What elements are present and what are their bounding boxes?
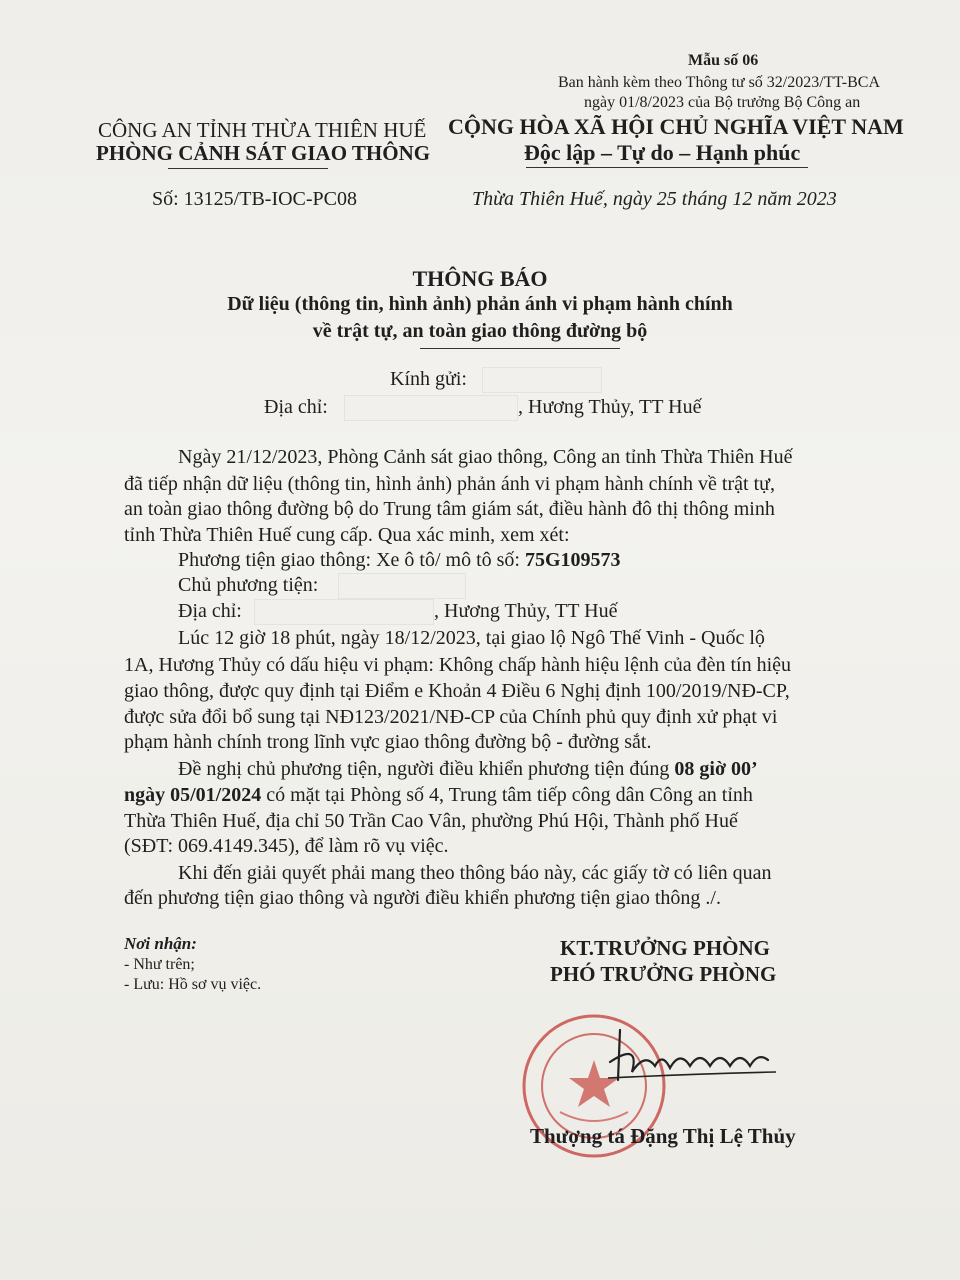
body-line: phạm hành chính trong lĩnh vực giao thông đường bộ - đường sắt. <box>124 731 652 753</box>
redacted-owner-address <box>254 599 434 625</box>
owner-address-label: Địa chỉ: <box>178 600 242 622</box>
motto-underline <box>526 167 808 168</box>
body-line: Thừa Thiên Huế, địa chỉ 50 Trần Cao Vân, phường Phú Hội, Thành phố Huế <box>124 810 738 832</box>
notice-title: THÔNG BÁO <box>412 266 548 291</box>
body-line <box>178 758 758 781</box>
body-line: đã tiếp nhận dữ liệu (thông tin, hình ảnh) phản ánh vi phạm hành chính về trật tự, <box>124 473 775 495</box>
vehicle-line <box>178 549 621 572</box>
body-line: được sửa đổi bổ sung tại NĐ123/2021/NĐ-CP của Chính phủ quy định xử phạt vi <box>124 706 778 728</box>
recipient-item: - Như trên; <box>124 956 195 973</box>
country-name: CỘNG HÒA XÃ HỘI CHỦ NGHĨA VIỆT NAM <box>448 114 904 139</box>
agency-name: CÔNG AN TỈNH THỪA THIÊN HUẾ <box>98 118 427 142</box>
recipient-address-suffix: , Hương Thủy, TT Huế <box>518 396 702 418</box>
recipient-item: - Lưu: Hồ sơ vụ việc. <box>124 976 262 993</box>
form-issued-line-2: ngày 01/8/2023 của Bộ trưởng Bộ Công an <box>584 94 861 111</box>
notice-subtitle-2: về trật tự, an toàn giao thông đường bộ <box>312 320 648 342</box>
appointment-time: 08 giờ 00’ <box>674 758 758 780</box>
body-line: Ngày 21/12/2023, Phòng Cảnh sát giao thông, Công an tỉnh Thừa Thiên Huế <box>178 446 793 468</box>
recipients-title: Nơi nhận: <box>124 934 197 953</box>
appointment-place: có mặt tại Phòng số 4, Trung tâm tiếp công dân Công an tỉnh <box>261 784 753 806</box>
body-line <box>124 784 753 807</box>
vehicle-plate: 75G109573 <box>524 549 621 571</box>
sign-role-1: KT.TRƯỞNG PHÒNG <box>560 936 770 960</box>
form-number: Mẫu số 06 <box>688 52 759 69</box>
body-line: (SĐT: 069.4149.345), để làm rõ vụ việc. <box>124 835 449 857</box>
redacted-recipient-name <box>482 367 602 393</box>
national-motto: Độc lập – Tự do – Hạnh phúc <box>524 140 801 165</box>
redacted-recipient-address <box>344 395 518 421</box>
owner-address-suffix: , Hương Thủy, TT Huế <box>434 600 618 622</box>
appointment-date: ngày 05/01/2024 <box>124 784 262 806</box>
recipient-greeting: Kính gửi: <box>390 368 467 390</box>
handwritten-signature <box>600 1022 780 1092</box>
redacted-owner-name <box>338 573 466 599</box>
body-line: an toàn giao thông đường bộ do Trung tâm giám sát, điều hành đô thị thông minh <box>124 498 775 520</box>
body-line: Khi đến giải quyết phải mang theo thông báo này, các giấy tờ có liên quan <box>178 862 772 884</box>
notice-subtitle-1: Dữ liệu (thông tin, hình ảnh) phản ánh vi phạm hành chính <box>227 293 733 315</box>
signer-name: Thượng tá Đặng Thị Lệ Thủy <box>530 1124 796 1148</box>
form-issued-line-1: Ban hành kèm theo Thông tư số 32/2023/TT-BCA <box>558 74 880 91</box>
owner-label: Chủ phương tiện: <box>178 574 319 596</box>
appointment-text: Đề nghị chủ phương tiện, người điều khiển phương tiện đúng <box>178 758 675 780</box>
place-and-date: Thừa Thiên Huế, ngày 25 tháng 12 năm 2023 <box>472 188 837 210</box>
department-name: PHÒNG CẢNH SÁT GIAO THÔNG <box>96 141 431 165</box>
vehicle-label: Phương tiện giao thông: Xe ô tô/ mô tô số: <box>178 549 525 571</box>
recipient-address-label: Địa chỉ: <box>264 396 328 418</box>
body-line: tỉnh Thừa Thiên Huế cung cấp. Qua xác minh, xem xét: <box>124 524 570 546</box>
body-line: Lúc 12 giờ 18 phút, ngày 18/12/2023, tại giao lộ Ngô Thế Vinh - Quốc lộ <box>178 627 765 649</box>
document-number: Số: 13125/TB-IOC-PC08 <box>152 188 358 210</box>
title-underline <box>420 348 620 349</box>
body-line: giao thông, được quy định tại Điểm e Khoản 4 Điều 6 Nghị định 100/2019/NĐ-CP, <box>124 680 790 702</box>
body-line: đến phương tiện giao thông và người điều khiển phương tiện giao thông ./. <box>124 887 721 909</box>
sign-role-2: PHÓ TRƯỞNG PHÒNG <box>550 962 777 986</box>
department-underline <box>168 168 328 169</box>
body-line: 1A, Hương Thủy có dấu hiệu vi phạm: Không chấp hành hiệu lệnh của đèn tín hiệu <box>124 654 792 676</box>
